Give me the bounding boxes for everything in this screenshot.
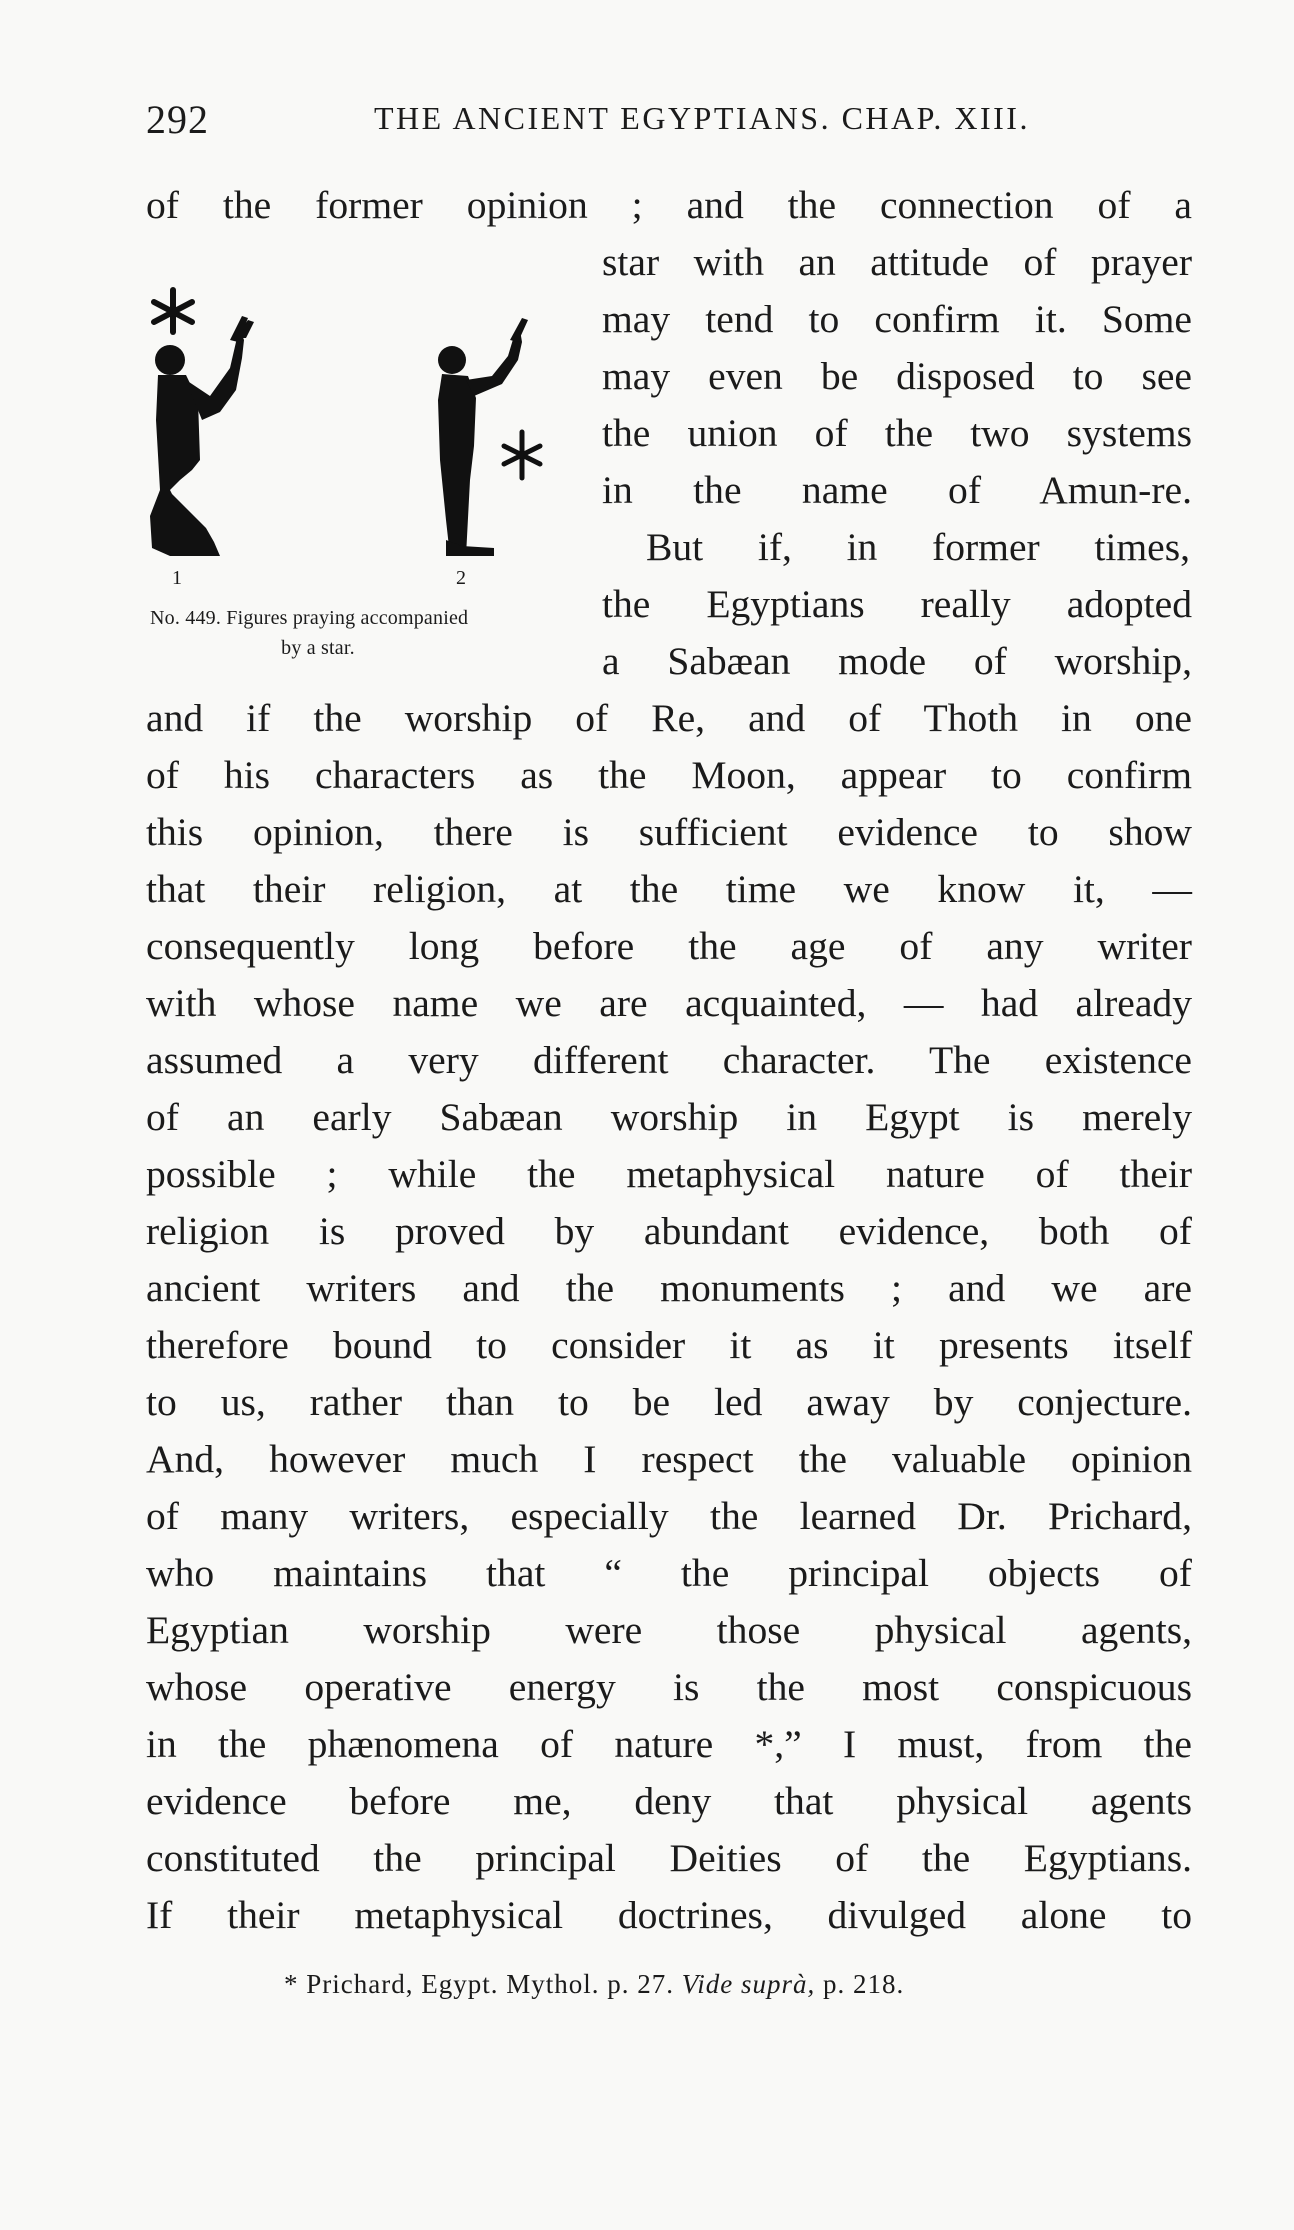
standing-figure-2: [438, 318, 528, 556]
footnote-italic: Vide suprà,: [681, 1969, 816, 1999]
caption-line-1: No. 449. Figures praying accompanied: [150, 607, 469, 629]
running-title: THE ANCIENT EGYPTIANS. CHAP. XIII.: [374, 100, 1030, 136]
text-line: religion is proved by abundant evidence, both of: [146, 1209, 1192, 1253]
text-line: with whose name we are acquainted, — had already: [146, 981, 1192, 1025]
footnote-marker: *: [284, 1969, 299, 1999]
text-line: assumed a very different character. The existence: [146, 1038, 1192, 1082]
text-line: star with an attitude of prayer: [602, 240, 1192, 284]
praying-figures-illustration: [150, 280, 564, 580]
text-line: may even be disposed to see: [602, 354, 1192, 398]
footnote: [284, 1969, 904, 2000]
text-line: consequently long before the age of any writer: [146, 924, 1192, 968]
text-line: whose operative energy is the most conspicuous: [146, 1665, 1192, 1709]
text-line: to us, rather than to be led away by conjecture.: [146, 1380, 1192, 1424]
text-line: and if the worship of Re, and of Thoth in one: [146, 696, 1192, 740]
caption-line-2: by a star.: [281, 637, 355, 659]
text-line: in the name of Amun-re.: [602, 468, 1192, 512]
star-icon: [504, 432, 540, 478]
text-line: ancient writers and the monuments ; and we are: [146, 1266, 1192, 1310]
text-line: Egyptian worship were those physical agents,: [146, 1608, 1192, 1652]
text-line: evidence before me, deny that physical agents: [146, 1779, 1192, 1823]
text-line: in the phænomena of nature *,” I must, from the: [146, 1722, 1192, 1766]
text-line: therefore bound to consider it as it presents itself: [146, 1323, 1192, 1367]
page-header: [146, 96, 1190, 148]
text-line: And, however much I respect the valuable opinion: [146, 1437, 1192, 1481]
star-icon: [154, 290, 192, 332]
kneeling-figure-1: [150, 316, 254, 556]
footnote-tail: p. 218.: [815, 1969, 905, 1999]
text-line: a Sabæan mode of worship,: [602, 639, 1192, 683]
text-line: of many writers, especially the learned Dr. Prichard,: [146, 1494, 1192, 1538]
text-line: that their religion, at the time we know it, —: [146, 867, 1192, 911]
text-line: constituted the principal Deities of the Egyptians.: [146, 1836, 1192, 1880]
text-line: this opinion, there is sufficient evidence to show: [146, 810, 1192, 854]
text-line: of the former opinion ; and the connection of a: [146, 183, 1192, 227]
figure-label-2: 2: [456, 567, 466, 589]
footnote-text: Prichard, Egypt. Mythol. p. 27.: [298, 1969, 682, 1999]
text-line: the Egyptians really adopted: [602, 582, 1192, 626]
text-line: But if, in former times,: [646, 525, 1190, 569]
text-line: of an early Sabæan worship in Egypt is merely: [146, 1095, 1192, 1139]
text-line: who maintains that “ the principal objects of: [146, 1551, 1192, 1595]
text-line: the union of the two systems: [602, 411, 1192, 455]
text-line: possible ; while the metaphysical nature of their: [146, 1152, 1192, 1196]
text-line: If their metaphysical doctrines, divulged alone to: [146, 1893, 1192, 1937]
figure-caption: [150, 603, 570, 663]
figure-label-1: 1: [172, 567, 182, 589]
text-line: of his characters as the Moon, appear to confirm: [146, 753, 1192, 797]
text-line: may tend to confirm it. Some: [602, 297, 1192, 341]
page-number: 292: [146, 97, 209, 142]
